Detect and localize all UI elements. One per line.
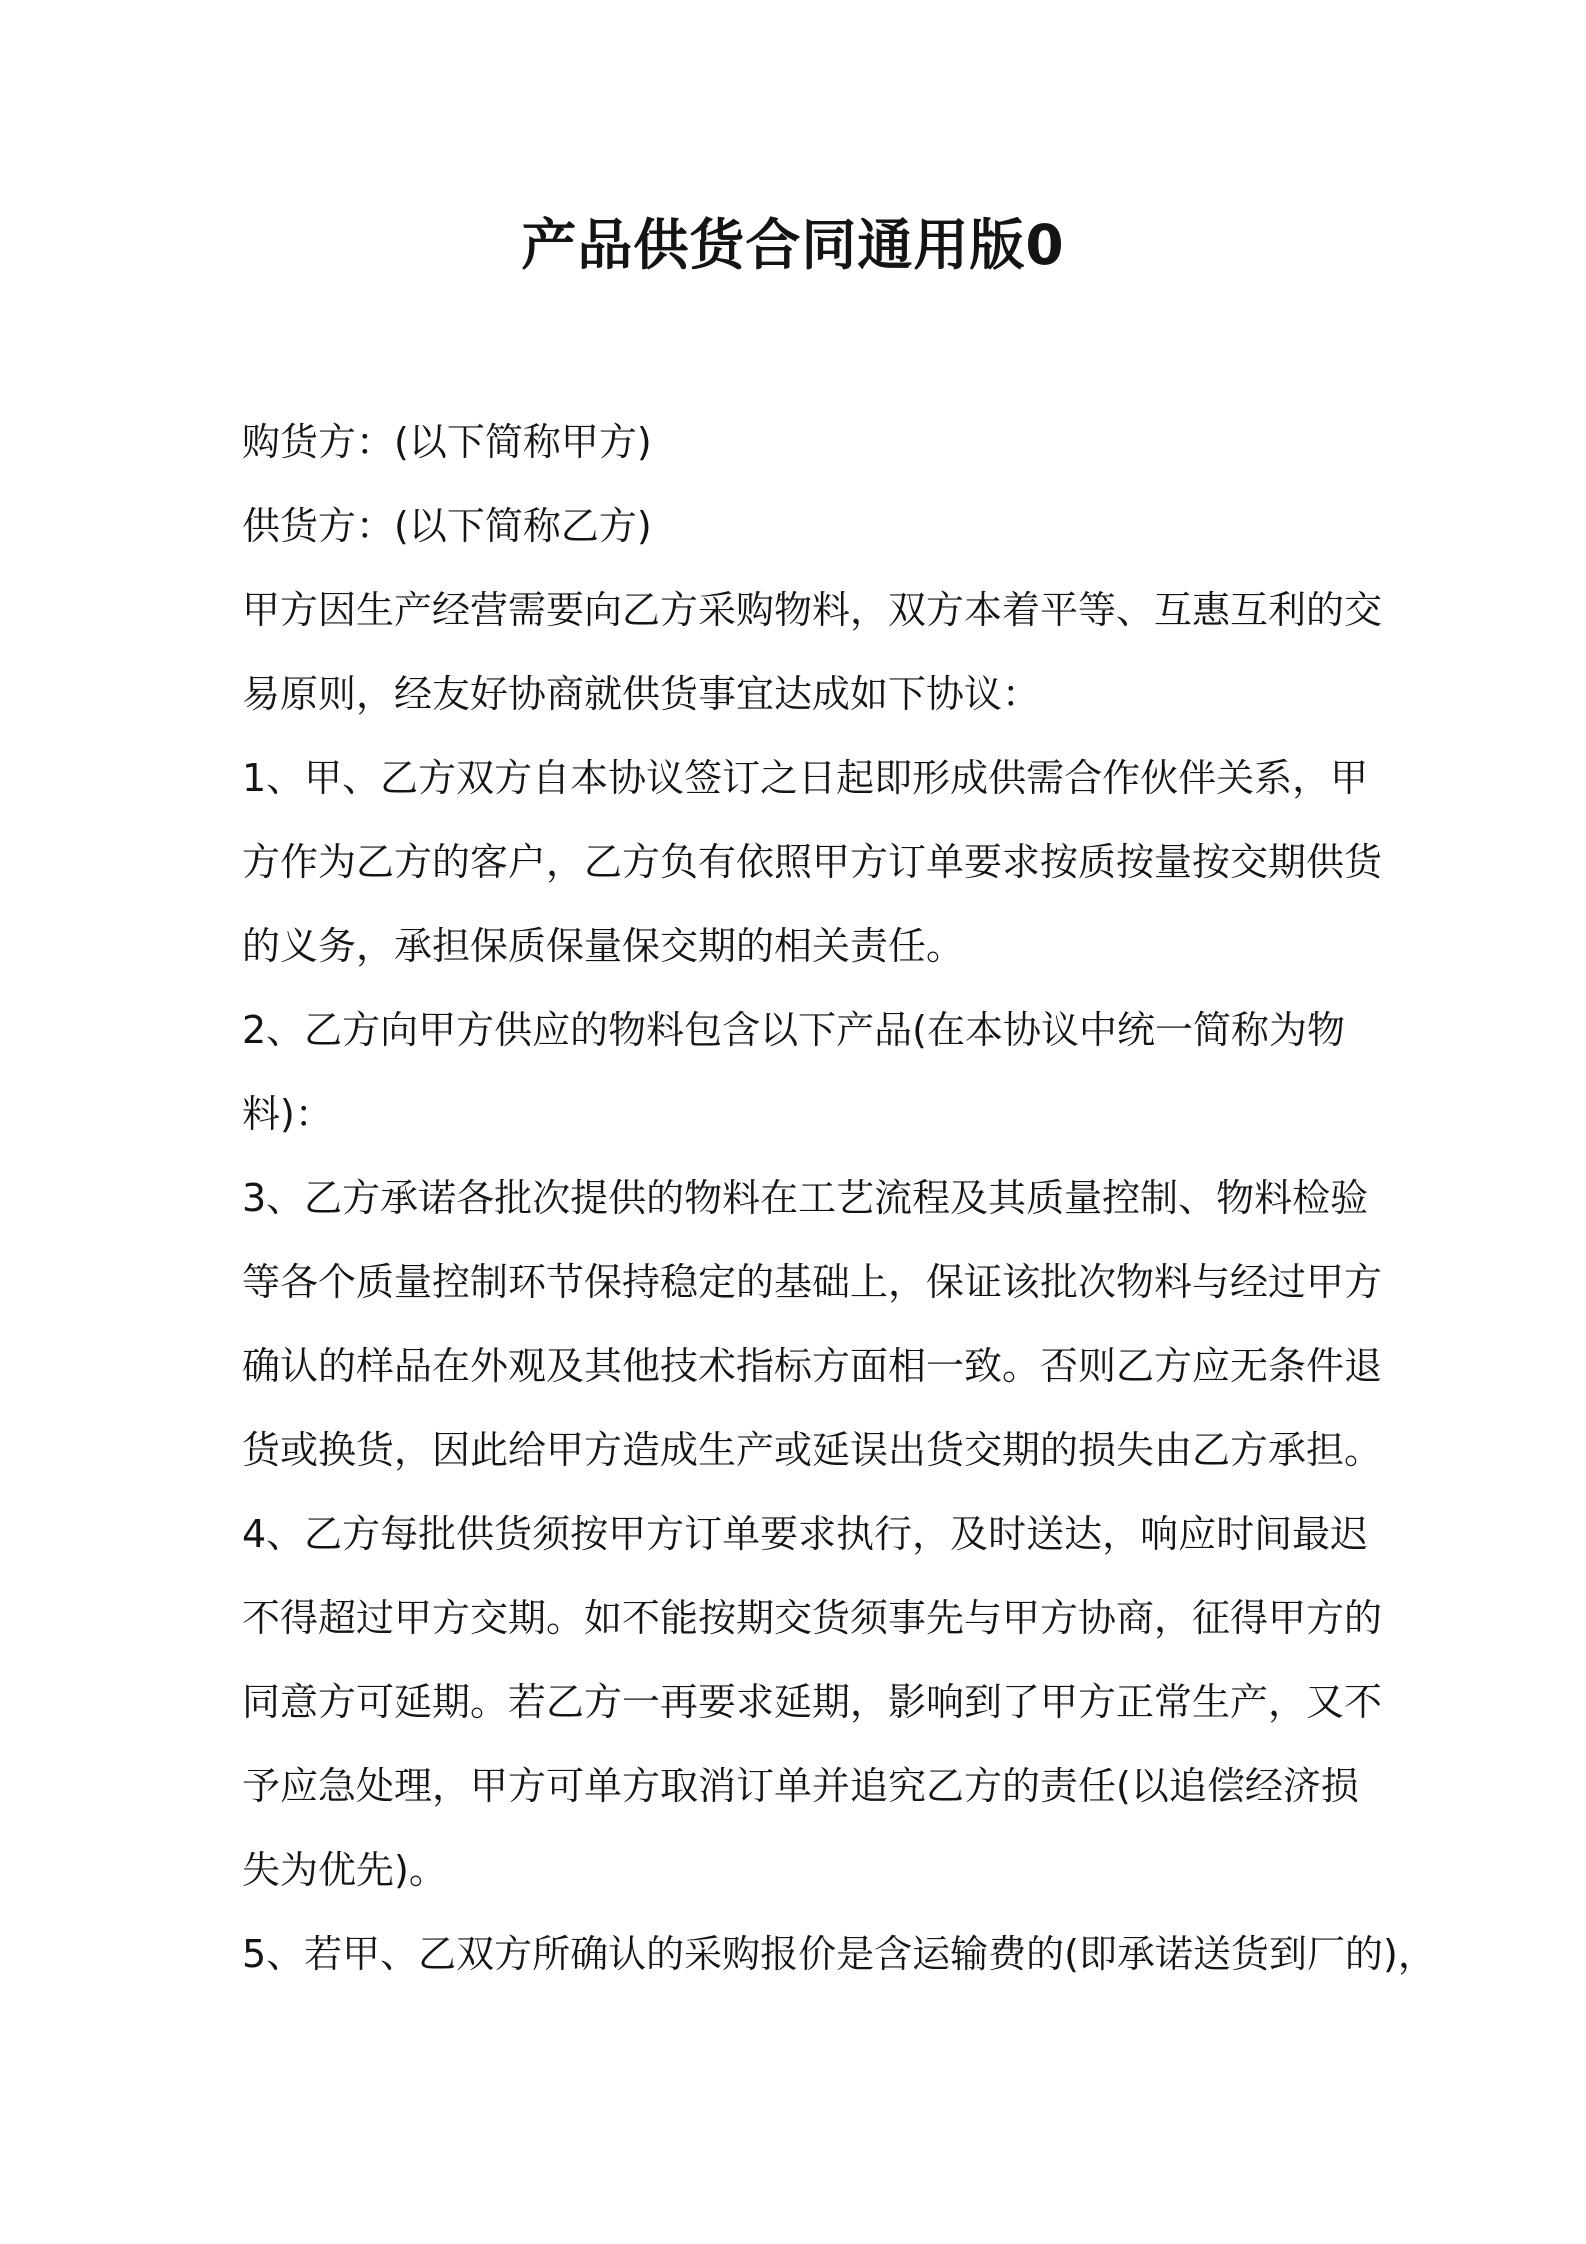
text-line: 同意方可延期。若乙方一再要求延期，影响到了甲方正常生产，又不 (242, 1680, 1383, 1724)
text-line: 供货方：(以下简称乙方) (242, 504, 652, 548)
text-line: 易原则，经友好协商就供货事宜达成如下协议： (242, 672, 1041, 716)
text-line: 失为优先)。 (242, 1848, 447, 1892)
clause-1-paragraph (242, 736, 1383, 988)
text-line: 货或换货，因此给甲方造成生产或延误出货交期的损失由乙方承担。 (242, 1428, 1383, 1472)
text-line: 予应急处理，甲方可单方取消订单并追究乙方的责任(以追偿经济损 (242, 1764, 1359, 1808)
document-body (242, 400, 1436, 1996)
text-line: 甲方因生产经营需要向乙方采购物料，双方本着平等、互惠互利的交 (242, 588, 1383, 632)
supplier-line (242, 484, 1362, 568)
text-line: 购货方：(以下简称甲方) (242, 420, 652, 464)
text-line: 的义务，承担保质保量保交期的相关责任。 (242, 924, 965, 968)
text-line: 等各个质量控制环节保持稳定的基础上，保证该批次物料与经过甲方 (242, 1260, 1383, 1304)
text-line: 5、若甲、乙双方所确认的采购报价是含运输费的(即承诺送货到厂的)， (242, 1932, 1436, 1976)
preamble-paragraph (242, 568, 1383, 736)
buyer-line (242, 400, 1362, 484)
text-line: 2、乙方向甲方供应的物料包含以下产品(在本协议中统一简称为物 (242, 1008, 1346, 1052)
clause-4-paragraph (242, 1492, 1383, 1912)
text-line: 方作为乙方的客户，乙方负有依照甲方订单要求按质按量按交期供货 (242, 840, 1383, 884)
text-line: 不得超过甲方交期。如不能按期交货须事先与甲方协商，征得甲方的 (242, 1596, 1383, 1640)
clause-3-paragraph (242, 1156, 1383, 1492)
document-title: 产品供货合同通用版0 (521, 213, 1065, 277)
text-line: 确认的样品在外观及其他技术指标方面相一致。否则乙方应无条件退 (242, 1344, 1383, 1388)
clause-2-paragraph (242, 988, 1362, 1156)
text-line: 4、乙方每批供货须按甲方订单要求执行，及时送达，响应时间最迟 (242, 1512, 1369, 1556)
text-line: 1、甲、乙方双方自本协议签订之日起即形成供需合作伙伴关系，甲 (242, 756, 1369, 800)
text-line: 3、乙方承诺各批次提供的物料在工艺流程及其质量控制、物料检验 (242, 1176, 1369, 1220)
text-line: 料)： (242, 1092, 333, 1136)
clause-5-paragraph (242, 1912, 1436, 1996)
